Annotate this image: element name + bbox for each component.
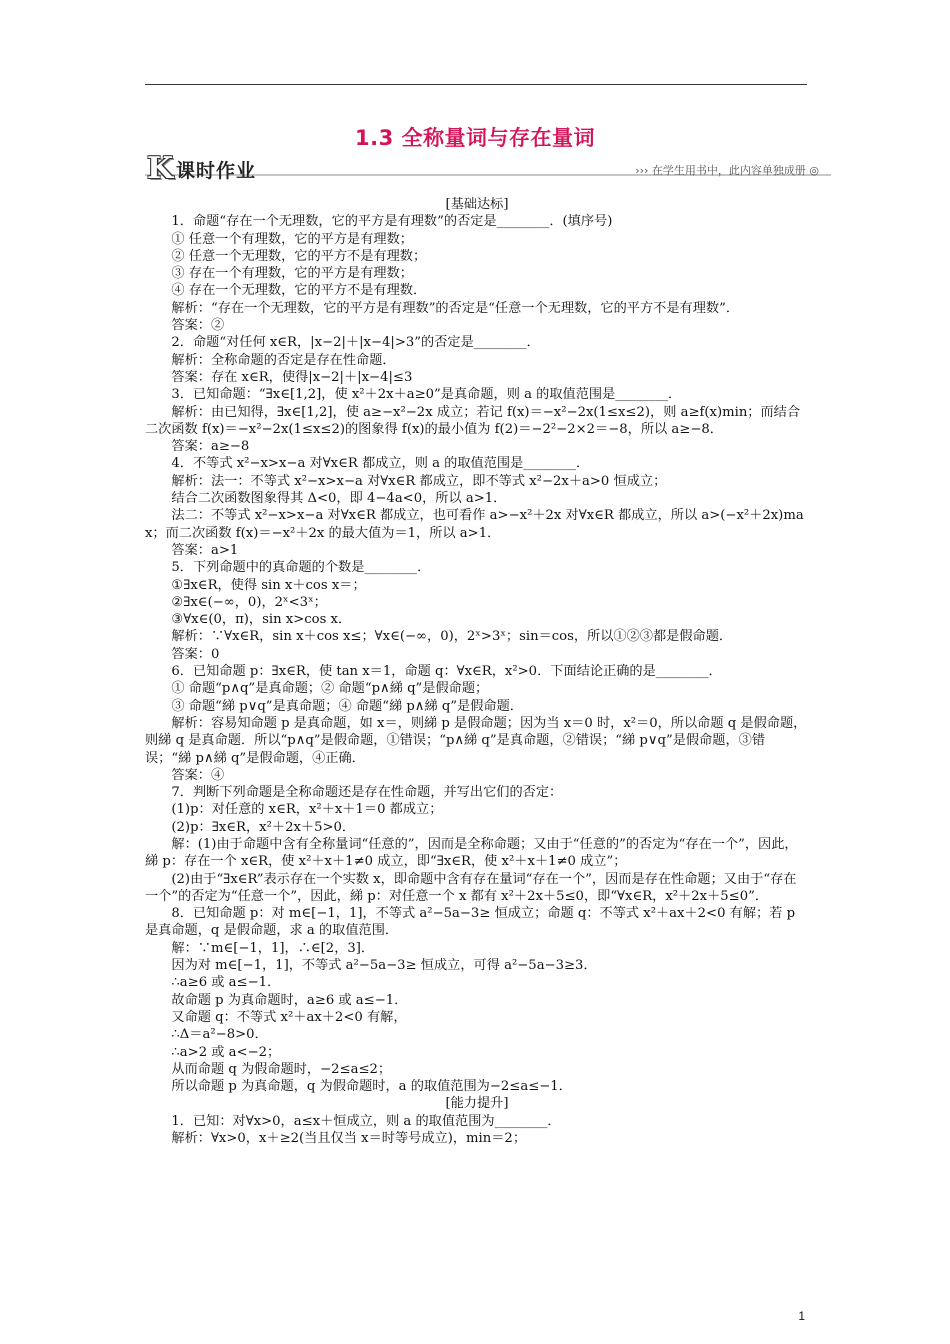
k-logo-icon: K <box>147 151 174 186</box>
text-line: 答案：a≥−8 <box>171 439 250 455</box>
text-line: ① 任意一个有理数，它的平方是有理数； <box>171 231 413 247</box>
text-line: 答案：a>1 <box>171 542 239 558</box>
text-line: 又命题 q：不等式 x²＋ax＋2<0 有解， <box>171 1009 407 1025</box>
text-line: ② 任意一个无理数，它的平方不是有理数； <box>171 248 427 264</box>
text-line: 8．已知命题 p：对 m∈[−1，1]，不等式 a²−5a−3≥ 恒成立；命题 q：不等式 x²＋ax＋2<0 有解；若 p 是真命题，q 是假命题，求 a 的取值范围． <box>145 906 796 939</box>
text-line: 解析：全称命题的否定是存在性命题． <box>171 352 396 368</box>
text-line: ∴a>2 或 a<−2； <box>171 1044 281 1060</box>
page-number: 1 <box>798 1309 805 1323</box>
text-line: ③∀x∈(0，π)，sin x>cos x． <box>171 612 352 628</box>
text-line: ∴a≥6 或 a≤−1． <box>171 975 281 991</box>
text-line: 5．下列命题中的真命题的个数是________． <box>171 560 431 576</box>
text-line: 答案：0 <box>171 646 220 662</box>
text-line: 1．已知：对∀x>0，a≤x＋恒成立，则 a 的取值范围为________． <box>171 1113 561 1129</box>
text-line: 法二：不等式 x²−x>x−a 对∀x∈R 都成立，也可看作 a>−x²＋2x 对∀x∈R 都成立，所以 a>(−x²＋2x)max；而二次函数 f(x)＝−x²＋2x 的最大值为＝1，所以 a>1． <box>145 508 804 541</box>
text-line: ① 命题“p∧q”是真命题；② 命题“p∧綈 q”是假命题； <box>171 681 489 697</box>
text-line: 解析：由已知得，∃x∈[1,2]，使 a≥−x²−2x 成立；若记 f(x)＝−x²−2x(1≤x≤2)，则 a≥f(x)min；而结合二次函数 f(x)＝−x²−2x(1≤x≤2)的图象得 f(x)的最小值为 f(2)＝−2²−2×2＝−8，所以 a≥−8． <box>145 404 801 437</box>
banner-note: ››› 在学生用书中，此内容单独成册 ◎ <box>635 164 819 177</box>
text-line: ③ 存在一个有理数，它的平方是有理数； <box>171 266 413 282</box>
text-line: 解析：法一：不等式 x²−x>x−a 对∀x∈R 都成立，即不等式 x²−2x＋a>0 恒成立； <box>171 473 667 489</box>
text-line: 从而命题 q 为假命题时，−2≤a≤2； <box>171 1061 392 1077</box>
text-line: 答案：存在 x∈R，使得|x−2|＋|x−4|≤3 <box>171 369 413 385</box>
text-line: ②∃x∈(−∞，0)，2ˣ<3ˣ； <box>171 594 327 610</box>
text-line: 2．命题“对任何 x∈R，|x−2|＋|x−4|>3”的否定是________． <box>171 335 540 351</box>
text-line: ③ 命题“綈 p∨q”是真命题；④ 命题“綈 p∧綈 q”是假命题． <box>171 698 523 714</box>
section-heading: [能力提升] <box>445 1096 509 1112</box>
document-body <box>145 196 809 1147</box>
text-line: 解：(1)由于命题中含有全称量词“任意的”，因而是全称命题；又由于“任意的”的否定为“存在一个”，因此，綈 p：存在一个 x∈R，使 x²＋x＋1≠0 成立，即“∃x∈R，使 x²＋x＋1≠0 成立”； <box>145 836 798 870</box>
text-line: 解析：∀x>0，x＋≥2(当且仅当 x＝时等号成立)，min＝2； <box>171 1131 527 1147</box>
text-line: ∴Δ＝a²−8>0． <box>171 1027 268 1043</box>
text-line: 答案：② <box>171 318 225 334</box>
text-line: 3．已知命题：“∃x∈[1,2]，使 x²＋2x＋a≥0”是真命题，则 a 的取值范围是________． <box>171 387 682 403</box>
text-line: 故命题 p 为真命题时，a≥6 或 a≤−1． <box>171 992 408 1008</box>
text-line: 1．命题“存在一个无理数，它的平方是有理数”的否定是________．(填序号) <box>171 214 613 230</box>
text-line: 4．不等式 x²−x>x−a 对∀x∈R 都成立，则 a 的取值范围是________． <box>171 456 590 472</box>
text-line: 解析：“存在一个无理数，它的平方是有理数”的否定是“任意一个无理数，它的平方不是有理数”． <box>171 300 740 316</box>
text-line: (2)由于“∃x∈R”表示存在一个实数 x，即命题中含有存在量词“存在一个”，因而是存在性命题；又由于“存在一个”的否定为“任意一个”，因此，綈 p：对任意一个 x 都有 x²＋2x＋5≤0，即“∀x∈R，x²＋2x＋5≤0”． <box>145 871 797 904</box>
header-rule <box>145 84 807 85</box>
text-line: (2)p：∃x∈R，x²＋2x＋5>0． <box>171 819 356 835</box>
text-line: 解析：容易知命题 p 是真命题，如 x＝，则綈 p 是假命题；因为当 x＝0 时，x²＝0，所以命题 q 是假命题，则綈 q 是真命题．所以“p∧q”是假命题，①错误；“p∧綈 q”是真命题，②错误；“綈 p∨q”是假命题，③错误；“綈 p∧綈 q”是假命题，④正确． <box>145 715 807 766</box>
banner-label: 课时作业 <box>176 160 257 182</box>
text-line: 结合二次函数图象得其 Δ<0，即 4−4a<0，所以 a>1． <box>171 491 507 507</box>
text-line: 所以命题 p 为真命题，q 为假命题时，a 的取值范围为−2≤a≤−1． <box>171 1079 572 1095</box>
text-line: 答案：④ <box>171 767 225 783</box>
page-title: 1.3 全称量词与存在量词 <box>354 126 595 150</box>
text-line: 解：∵m∈[−1，1]，∴∈[2，3]． <box>171 940 375 956</box>
text-line: 解析：∵∀x∈R，sin x＋cos x≤；∀x∈(−∞，0)，2ˣ>3ˣ；sin＝cos，所以①②③都是假命题． <box>171 629 733 645</box>
section-banner <box>145 150 831 188</box>
text-line: ④ 存在一个无理数，它的平方不是有理数． <box>171 283 427 299</box>
section-heading: [基础达标] <box>445 197 509 212</box>
text-line: 因为对 m∈[−1，1]，不等式 a²−5a−3≥ 恒成立，可得 a²−5a−3≥3． <box>171 958 597 974</box>
text-line: 7．判断下列命题是全称命题还是存在性命题，并写出它们的否定： <box>171 785 563 801</box>
text-line: ①∃x∈R，使得 sin x＋cos x＝； <box>171 577 366 593</box>
text-line: 6．已知命题 p：∃x∈R，使 tan x＝1，命题 q：∀x∈R，x²>0．下面结论正确的是________． <box>171 664 722 680</box>
text-line: (1)p：对任意的 x∈R，x²＋x＋1＝0 都成立； <box>171 802 443 818</box>
